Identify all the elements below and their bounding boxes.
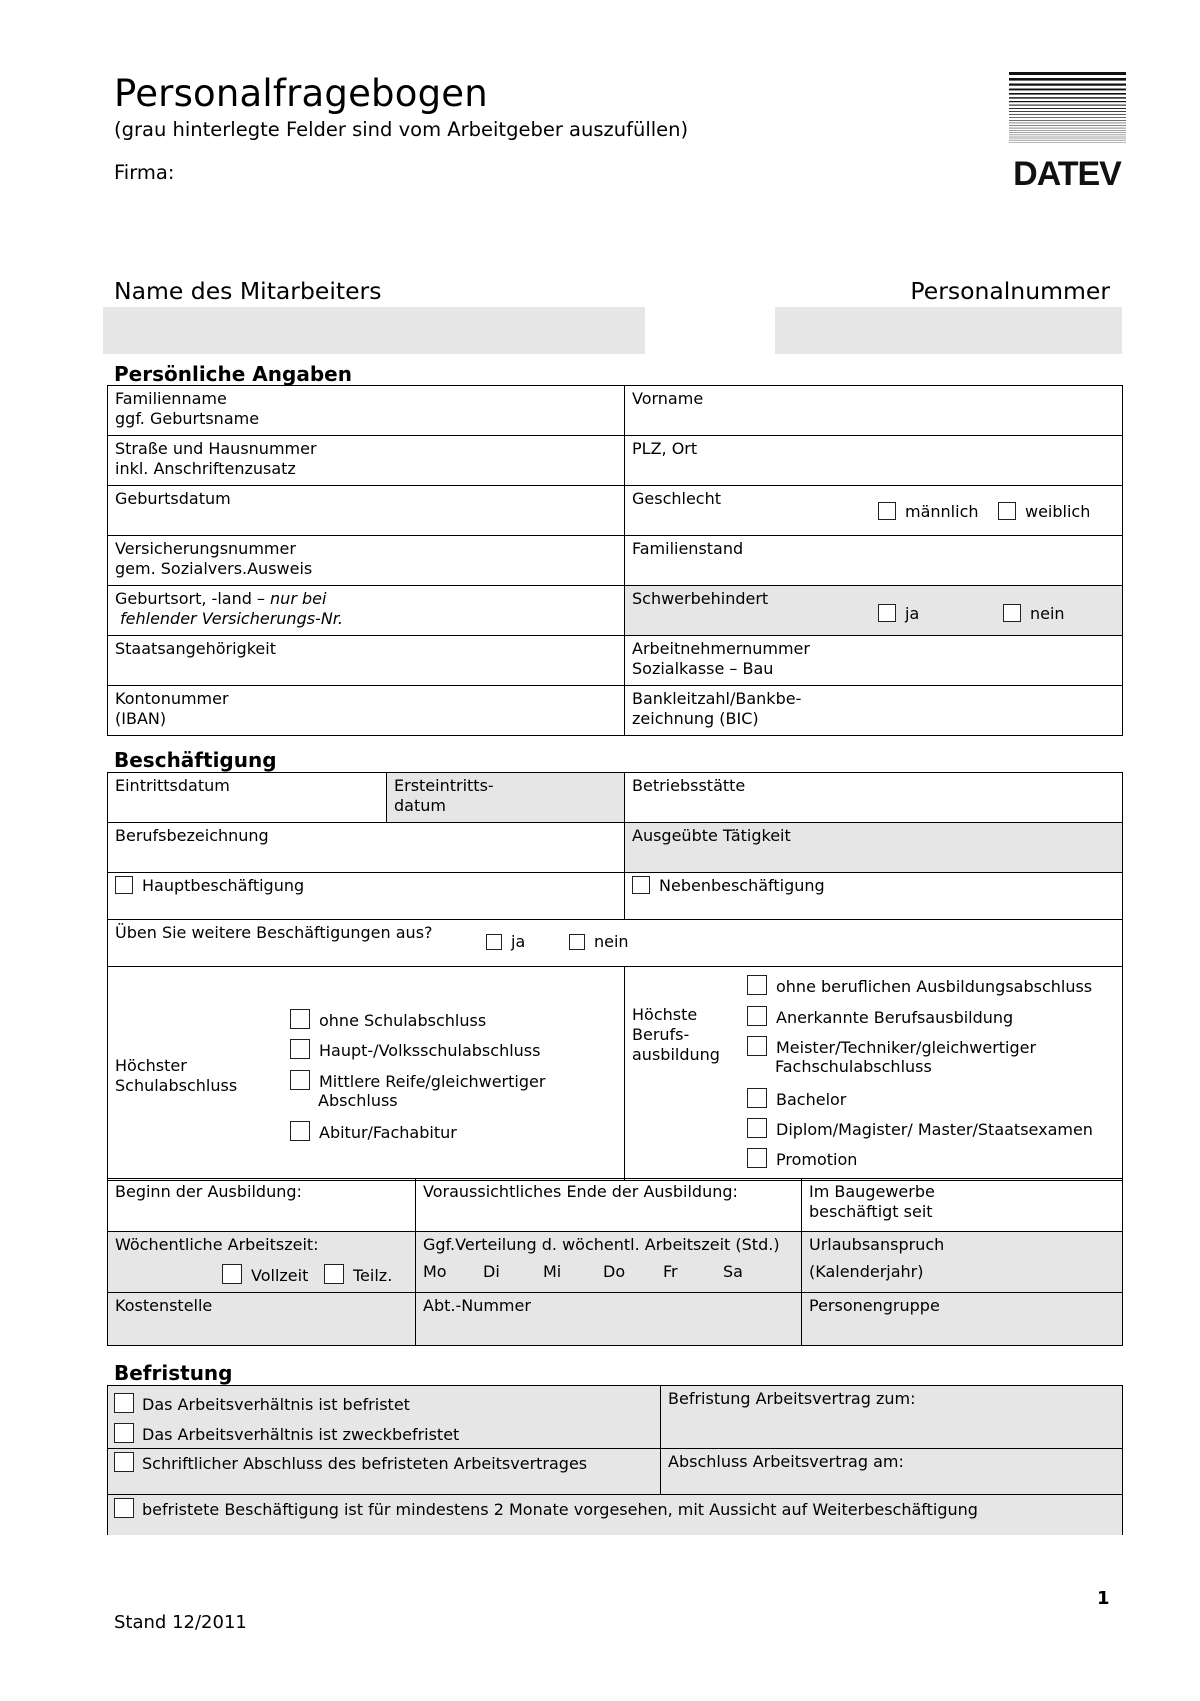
ersteintrittsdatum-field[interactable]: Ersteintritts- datum: [387, 773, 625, 823]
vollzeit-option[interactable]: Vollzeit: [222, 1264, 308, 1286]
mitarbeiter-name-label: Name des Mitarbeiters: [114, 277, 382, 305]
ausbildung-arbeitszeit-table: [107, 1178, 1123, 1346]
schul-checkbox-3[interactable]: [290, 1070, 310, 1090]
geschlecht-field: Geschlecht männlich weiblich: [625, 486, 1123, 536]
betriebsstaette-field[interactable]: Betriebsstätte: [625, 773, 1123, 823]
personalnummer-field[interactable]: [775, 307, 1122, 354]
weitere-beschaeftigungen-row: Üben Sie weitere Beschäftigungen aus? ja nein: [108, 920, 1123, 967]
urlaubsanspruch-field[interactable]: Urlaubsanspruch (Kalenderjahr): [802, 1232, 1123, 1293]
weitere-ja-option[interactable]: ja: [486, 932, 525, 952]
page-number: 1: [1097, 1588, 1110, 1609]
persoenliche-angaben-table: [107, 385, 1123, 736]
ende-ausbildung-field[interactable]: Voraussichtliches Ende der Ausbildung:: [416, 1179, 802, 1232]
eintrittsdatum-field[interactable]: Eintrittsdatum: [108, 773, 387, 823]
schul-option-3[interactable]: Mittlere Reife/gleichwertiger: [290, 1070, 545, 1092]
schriftlicher-abschluss-option[interactable]: Schriftlicher Abschluss des befristeten Arbeitsvertrages: [108, 1449, 661, 1495]
day-sa: Sa: [723, 1262, 743, 1281]
beruf-checkbox-2[interactable]: [747, 1006, 767, 1026]
beruf-option-3-cont: Fachschulabschluss: [775, 1057, 932, 1076]
beruf-option-4[interactable]: Bachelor: [747, 1088, 846, 1110]
nebenbeschaeftigung-checkbox[interactable]: [632, 876, 650, 894]
hauptbeschaeftigung-option[interactable]: Hauptbeschäftigung: [108, 873, 625, 920]
befristet-checkbox[interactable]: [114, 1393, 134, 1413]
section-beschaeftigung: Beschäftigung: [114, 748, 277, 772]
weitere-ja-checkbox[interactable]: [486, 934, 502, 950]
stand-label: Stand 12/2011: [114, 1612, 247, 1633]
schul-option-2[interactable]: Haupt-/Volksschulabschluss: [290, 1039, 540, 1061]
schwerbehindert-ja-option[interactable]: ja: [878, 604, 919, 624]
schwerbehindert-nein-checkbox[interactable]: [1003, 604, 1021, 622]
weiblich-checkbox[interactable]: [998, 502, 1016, 520]
baugewerbe-field[interactable]: Im Baugewerbe beschäftigt seit: [802, 1179, 1123, 1232]
schul-checkbox-2[interactable]: [290, 1039, 310, 1059]
staatsangehoerigkeit-field[interactable]: Staatsangehörigkeit: [108, 636, 625, 686]
beruf-checkbox-3[interactable]: [747, 1036, 767, 1056]
strasse-field[interactable]: Straße und Hausnummer inkl. Anschriftenzusatz: [108, 436, 625, 486]
beruf-option-5[interactable]: Diplom/Magister/ Master/Staatsexamen: [747, 1118, 1093, 1140]
abschluss-am-field[interactable]: Abschluss Arbeitsvertrag am:: [661, 1449, 1123, 1495]
schul-option-1[interactable]: ohne Schulabschluss: [290, 1009, 486, 1031]
zweckbefristet-option[interactable]: Das Arbeitsverhältnis ist zweckbefristet: [114, 1423, 459, 1445]
day-fr: Fr: [663, 1262, 678, 1281]
plz-ort-field[interactable]: PLZ, Ort: [625, 436, 1123, 486]
arbeitnehmernummer-field[interactable]: Arbeitnehmernummer Sozialkasse – Bau: [625, 636, 1123, 686]
vollzeit-checkbox[interactable]: [222, 1264, 242, 1284]
beruf-option-2[interactable]: Anerkannte Berufsausbildung: [747, 1006, 1013, 1028]
nebenbeschaeftigung-option[interactable]: Nebenbeschäftigung: [625, 873, 1123, 920]
beruf-checkbox-6[interactable]: [747, 1148, 767, 1168]
beruf-checkbox-1[interactable]: [747, 975, 767, 995]
berufsbezeichnung-field[interactable]: Berufsbezeichnung: [108, 823, 625, 873]
page-subtitle: (grau hinterlegte Felder sind vom Arbeitgeber auszufüllen): [114, 118, 689, 141]
beruf-option-6[interactable]: Promotion: [747, 1148, 857, 1170]
day-di: Di: [483, 1262, 500, 1281]
beschaeftigung-table: [107, 772, 1123, 1181]
teilzeit-option[interactable]: Teilz.: [324, 1264, 392, 1286]
befristet-option[interactable]: Das Arbeitsverhältnis ist befristet: [114, 1393, 410, 1415]
schwerbehindert-ja-checkbox[interactable]: [878, 604, 896, 622]
beginn-ausbildung-field[interactable]: Beginn der Ausbildung:: [108, 1179, 416, 1232]
bankleitzahl-field[interactable]: Bankleitzahl/Bankbe- zeichnung (BIC): [625, 686, 1123, 736]
vorname-field[interactable]: Vorname: [625, 386, 1123, 436]
schul-option-3-cont: Abschluss: [318, 1091, 398, 1110]
mindestens-option[interactable]: befristete Beschäftigung ist für mindestens 2 Monate vorgesehen, mit Aussicht auf Weiterbeschäftigung: [108, 1495, 1123, 1535]
geschlecht-maennlich-option[interactable]: männlich: [878, 502, 979, 522]
section-persoenliche-angaben: Persönliche Angaben: [114, 362, 352, 386]
beruf-checkbox-4[interactable]: [747, 1088, 767, 1108]
zweckbefristet-checkbox[interactable]: [114, 1423, 134, 1443]
familienname-field[interactable]: Familienname ggf. Geburtsname: [108, 386, 625, 436]
beruf-option-1[interactable]: ohne beruflichen Ausbildungsabschluss: [747, 975, 1092, 997]
maennlich-checkbox[interactable]: [878, 502, 896, 520]
befristet-options: [108, 1386, 661, 1449]
beruf-checkbox-5[interactable]: [747, 1118, 767, 1138]
schwerbehindert-field: Schwerbehindert ja nein: [625, 586, 1123, 636]
kontonummer-field[interactable]: Kontonummer (IBAN): [108, 686, 625, 736]
schul-option-4[interactable]: Abitur/Fachabitur: [290, 1121, 457, 1143]
weitere-nein-checkbox[interactable]: [569, 934, 585, 950]
teilzeit-checkbox[interactable]: [324, 1264, 344, 1284]
weitere-nein-option[interactable]: nein: [569, 932, 629, 952]
befristung-table: [107, 1385, 1123, 1535]
section-befristung: Befristung: [114, 1361, 233, 1385]
firma-label: Firma:: [114, 161, 175, 184]
schriftlicher-abschluss-checkbox[interactable]: [114, 1452, 134, 1472]
kostenstelle-field[interactable]: Kostenstelle: [108, 1293, 416, 1346]
mitarbeiter-name-field[interactable]: [103, 307, 645, 354]
beruf-option-3[interactable]: Meister/Techniker/gleichwertiger: [747, 1036, 1036, 1058]
versicherungsnummer-field[interactable]: Versicherungsnummer gem. Sozialvers.Ausweis: [108, 536, 625, 586]
schul-checkbox-4[interactable]: [290, 1121, 310, 1141]
day-do: Do: [603, 1262, 626, 1281]
verteilung-arbeitszeit-field[interactable]: Ggf.Verteilung d. wöchentl. Arbeitszeit (Std.) Mo Di Mi Do Fr Sa: [416, 1232, 802, 1293]
schulabschluss-field: Höchster Schulabschluss ohne Schulabschluss Haupt-/Volksschulabschluss Mittlere Reife/gleichwertiger Abschluss Abitur/Fachabitur: [108, 967, 625, 1181]
day-mo: Mo: [423, 1262, 447, 1281]
geburtsdatum-field[interactable]: Geburtsdatum: [108, 486, 625, 536]
geschlecht-weiblich-option[interactable]: weiblich: [998, 502, 1090, 522]
schul-checkbox-1[interactable]: [290, 1009, 310, 1029]
geburtsort-field[interactable]: Geburtsort, -land – nur bei fehlender Versicherungs-Nr.: [108, 586, 625, 636]
ausgeuebte-taetigkeit-field[interactable]: Ausgeübte Tätigkeit: [625, 823, 1123, 873]
page-title: Personalfragebogen: [114, 72, 488, 115]
hauptbeschaeftigung-checkbox[interactable]: [115, 876, 133, 894]
woechentliche-arbeitszeit-field: Wöchentliche Arbeitszeit: Vollzeit Teilz.: [108, 1232, 416, 1293]
befristung-zum-field[interactable]: Befristung Arbeitsvertrag zum:: [661, 1386, 1123, 1449]
personalnummer-label: Personalnummer: [910, 277, 1110, 305]
berufsausbildung-field: Höchste Berufs- ausbildung ohne beruflichen Ausbildungsabschluss Anerkannte Berufsausbildung Meister/Techniker/gleichwertiger Fachschulabschluss Bachelor Diplom/Magister/ Master/Staatsexamen Promotion: [625, 967, 1123, 1181]
familienstand-field[interactable]: Familienstand: [625, 536, 1123, 586]
svg-text:DATEV: DATEV: [1013, 155, 1121, 192]
abt-nummer-field[interactable]: Abt.-Nummer: [416, 1293, 802, 1346]
personengruppe-field[interactable]: Personengruppe: [802, 1293, 1123, 1346]
day-mi: Mi: [543, 1262, 562, 1281]
datev-logo: [1009, 72, 1126, 192]
mindestens-checkbox[interactable]: [114, 1498, 134, 1518]
schwerbehindert-nein-option[interactable]: nein: [1003, 604, 1065, 624]
